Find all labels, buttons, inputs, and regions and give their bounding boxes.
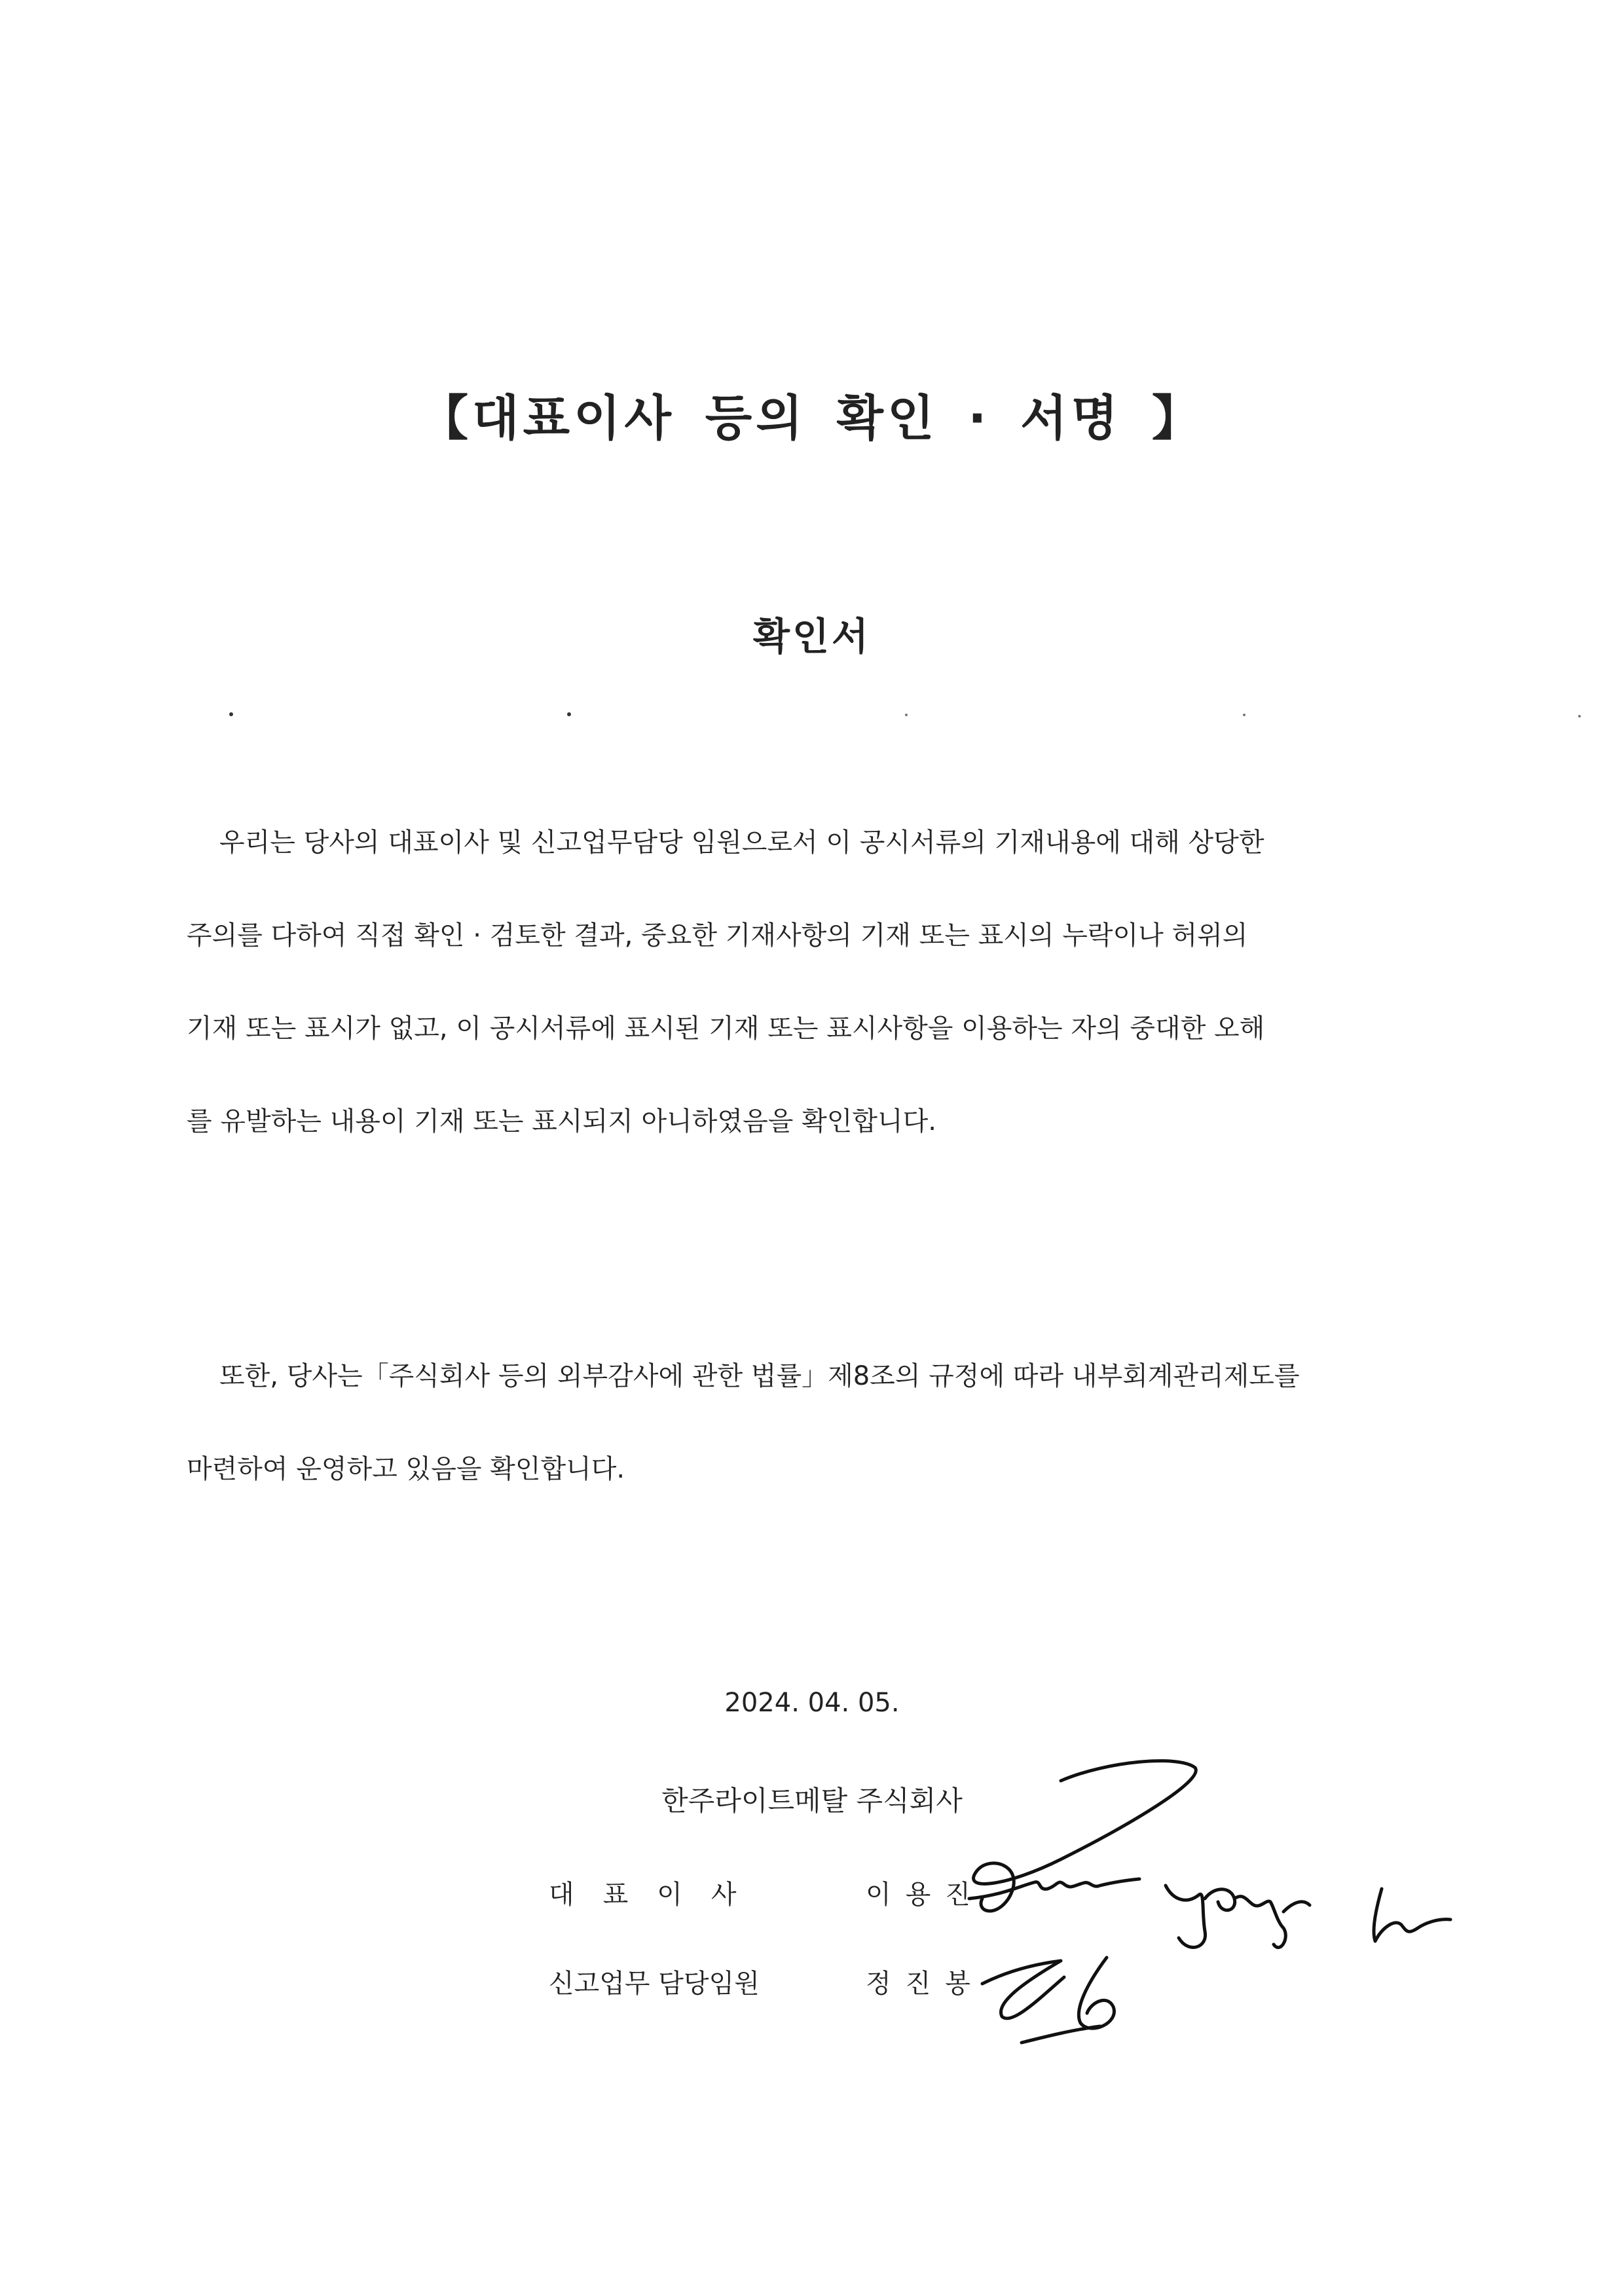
- paragraph-line: 주의를 다하여 직접 확인 · 검토한 결과, 중요한 기재사항의 기재 또는 표시의 누락이나 허위의: [187, 920, 1248, 951]
- scan-speck: [905, 714, 908, 716]
- page-title: 【대표이사 등의 확인 · 서명 】: [420, 390, 1204, 446]
- document-date: 2024. 04. 05.: [724, 1688, 900, 1718]
- paragraph-line: 마련하여 운영하고 있음을 확인합니다.: [187, 1454, 625, 1484]
- ceo-name: 이용진: [866, 1880, 985, 1910]
- scan-speck: [1578, 715, 1581, 718]
- paragraph-line: 우리는 당사의 대표이사 및 신고업무담당 임원으로서 이 공시서류의 기재내용에 대해 상당한: [219, 828, 1264, 858]
- scan-speck: [229, 712, 233, 716]
- officer-signature: [982, 1958, 1114, 2043]
- officer-title: 신고업무 담당임원: [549, 1969, 760, 1999]
- paragraph-line: 를 유발하는 내용이 기재 또는 표시되지 아니하였음을 확인합니다.: [187, 1106, 936, 1137]
- paragraph-line: 기재 또는 표시가 없고, 이 공시서류에 표시된 기재 또는 표시사항을 이용하는 자의 중대한 오해: [187, 1013, 1265, 1044]
- scan-speck: [1243, 714, 1246, 716]
- doc-subtitle: 확인서: [752, 614, 872, 659]
- scan-speck: [567, 712, 571, 716]
- officer-name: 정진봉: [866, 1969, 985, 1999]
- ceo-title: 대표이사: [549, 1880, 766, 1910]
- company-name: 한주라이트메탈 주식회사: [661, 1785, 963, 1817]
- paragraph-line: 또한, 당사는「주식회사 등의 외부감사에 관한 법률」제8조의 규정에 따라 내부회계관리제도를: [219, 1361, 1300, 1391]
